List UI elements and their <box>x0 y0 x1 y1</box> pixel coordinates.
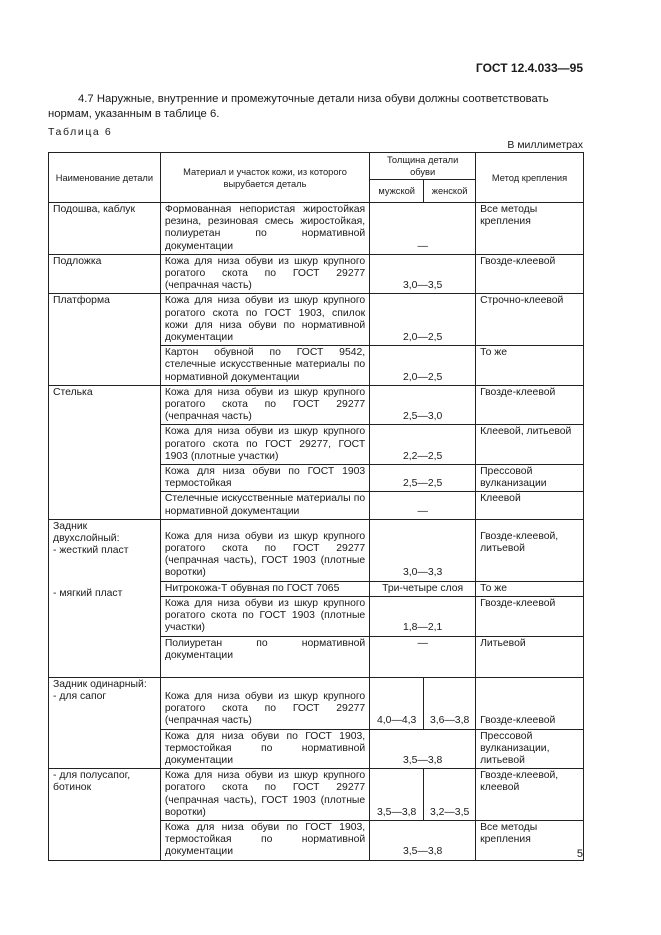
table-row <box>49 254 584 294</box>
material-cell: Кожа для низа обуви из шкур крупного рогатого скота по ГОСТ 1903 (плотные участки) <box>160 596 369 636</box>
thickness-cell: 3,0—3,5 <box>370 254 476 294</box>
parts-table <box>48 152 584 861</box>
method-cell: Прессовой вулканизации <box>476 465 584 492</box>
material-cell: Картон обувной по ГОСТ 9542, стелечные искусственные материалы по нормативной документации <box>160 346 369 386</box>
thickness-cell: 3,0—3,3 <box>370 519 476 581</box>
thickness-female-cell: 3,6—3,8 <box>424 677 476 729</box>
header-method: Метод крепления <box>476 153 584 203</box>
page-number: 5 <box>576 848 583 860</box>
thickness-cell: Три-четыре слоя <box>370 581 476 596</box>
method-cell: Гвозде-клеевой <box>476 385 584 425</box>
material-cell: Кожа для низа обуви из шкур крупного рогатого скота по ГОСТ 29277 (чепрачная часть) <box>160 385 369 425</box>
header-female: женской <box>424 180 476 203</box>
units-note: В миллиметрах <box>507 139 583 151</box>
header-material: Материал и участок кожи, из которого вырубается деталь <box>160 153 369 203</box>
method-cell: То же <box>476 346 584 386</box>
material-cell: Стелечные искусственные материалы по нормативной документации <box>160 492 369 519</box>
thickness-cell: 2,5—3,0 <box>370 385 476 425</box>
header-thickness: Толщина детали обуви <box>370 153 476 180</box>
method-cell: Все методы крепления <box>476 820 584 860</box>
thickness-cell: 3,5—3,8 <box>370 729 476 769</box>
intro-paragraph: 4.7 Наружные, внутренние и промежуточные детали низа обуви должны соответствовать нормам, указанным в таблице 6. <box>48 93 549 120</box>
part-cell: - для полусапог, ботинок <box>49 769 161 860</box>
method-cell: Прессовой вулканизации, литьевой <box>476 729 584 769</box>
material-cell: Нитрокожа-Т обувная по ГОСТ 7065 <box>160 581 369 596</box>
method-cell: Строчно-клеевой <box>476 294 584 346</box>
part-cell <box>49 677 161 768</box>
method-cell: Гвозде-клеевой <box>476 677 584 729</box>
part-group-label: Задник одинарный: <box>53 678 147 690</box>
material-cell: Кожа для низа обуви из шкур крупного рогатого скота по ГОСТ 1903, спилок кожи для низа обуви по нормативной документации <box>160 294 369 346</box>
thickness-cell: 3,5—3,8 <box>370 820 476 860</box>
material-cell: Формованная непористая жиростойкая резина, резиновая смесь жиростойкая, полиуретан по нормативной документации <box>160 203 369 255</box>
material-cell: Кожа для низа обуви из шкур крупного рогатого скота по ГОСТ 29277 (чепрачная часть) <box>160 677 369 729</box>
thickness-female-cell: 3,2—3,5 <box>424 769 476 821</box>
table-row <box>49 294 584 346</box>
part-cell <box>49 519 161 677</box>
header-male: мужской <box>370 180 424 203</box>
part-cell: Подошва, каблук <box>49 203 161 255</box>
table-row <box>49 203 584 255</box>
header-part: Наименование детали <box>49 153 161 203</box>
method-cell: То же <box>476 581 584 596</box>
method-cell: Гвозде-клеевой <box>476 254 584 294</box>
part-cell: Платформа <box>49 294 161 385</box>
material-cell: Кожа для низа обуви из шкур крупного рогатого скота по ГОСТ 29277 (чепрачная часть), ГОСТ 1903 (плотные воротки) <box>160 519 369 581</box>
material-cell: Кожа для низа обуви по ГОСТ 1903 термостойкая <box>160 465 369 492</box>
material-cell: Кожа для низа обуви из шкур крупного рогатого скота по ГОСТ 29277 (чепрачная часть) <box>160 254 369 294</box>
thickness-cell: 2,0—2,5 <box>370 294 476 346</box>
material-cell: Полиуретан по нормативной документации <box>160 636 369 677</box>
method-cell: Гвозде-клеевой, клеевой <box>476 769 584 821</box>
material-cell: Кожа для низа обуви из шкур крупного рогатого скота по ГОСТ 29277 (чепрачная часть), ГОСТ 1903 (плотные воротки) <box>160 769 369 821</box>
method-cell: Литьевой <box>476 636 584 677</box>
table-caption: Таблица 6 <box>48 126 113 138</box>
method-cell: Все методы крепления <box>476 203 584 255</box>
thickness-cell: 2,0—2,5 <box>370 346 476 386</box>
material-cell: Кожа для низа обуви по ГОСТ 1903, термостойкая по нормативной документации <box>160 820 369 860</box>
table-row <box>49 385 584 425</box>
thickness-cell: — <box>370 636 476 677</box>
method-cell: Гвозде-клеевой <box>476 596 584 636</box>
thickness-cell: — <box>370 203 476 255</box>
thickness-cell: 2,2—2,5 <box>370 425 476 465</box>
document-header: ГОСТ 12.4.033—95 <box>475 61 583 75</box>
part-sub-label: - мягкий пласт <box>53 588 123 600</box>
thickness-cell: — <box>370 492 476 519</box>
material-cell: Кожа для низа обуви по ГОСТ 1903, термостойкая по нормативной документации <box>160 729 369 769</box>
table-row <box>49 769 584 821</box>
thickness-male-cell: 4,0—4,3 <box>370 677 424 729</box>
part-cell: Подложка <box>49 254 161 294</box>
method-cell: Гвозде-клеевой, литьевой <box>476 519 584 581</box>
thickness-male-cell: 3,5—3,8 <box>370 769 424 821</box>
thickness-cell: 1,8—2,1 <box>370 596 476 636</box>
material-cell: Кожа для низа обуви из шкур крупного рогатого скота по ГОСТ 29277, ГОСТ 1903 (плотные участки) <box>160 425 369 465</box>
part-sub-label: - для сапог <box>53 691 107 703</box>
method-cell: Клеевой, литьевой <box>476 425 584 465</box>
part-sub-label: - жесткий пласт <box>53 545 129 557</box>
part-group-label: Задник двухслойный: <box>53 520 120 545</box>
part-cell: Стелька <box>49 385 161 519</box>
table-row <box>49 677 584 729</box>
thickness-cell: 2,5—2,5 <box>370 465 476 492</box>
table-row <box>49 519 584 581</box>
method-cell: Клеевой <box>476 492 584 519</box>
